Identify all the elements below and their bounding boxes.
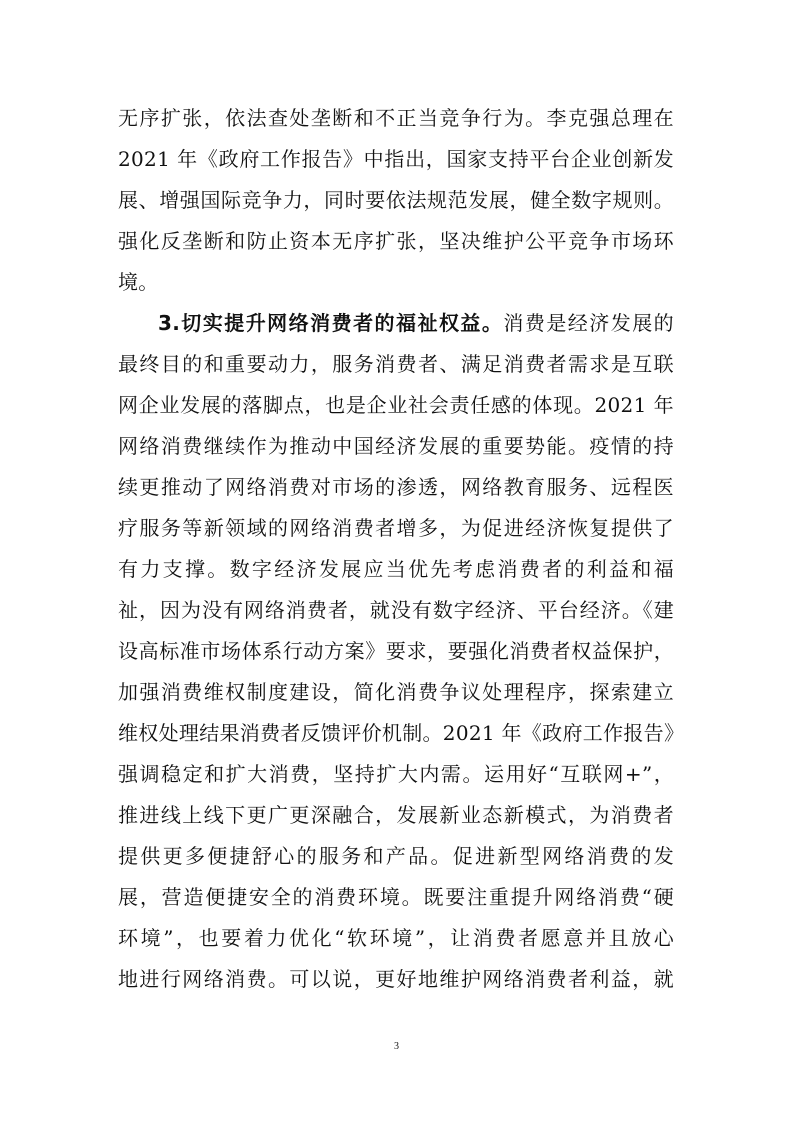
text-line: 续更推动了网络消费对市场的渗透，网络教育服务、远程医 — [118, 475, 674, 499]
page-number: 3 — [394, 1041, 399, 1052]
text-line: 强调稳定和扩大消费，坚持扩大内需。运用好“互联网+”， — [118, 762, 674, 786]
text-line: 疗服务等新领域的网络消费者增多，为促进经济恢复提供了 — [118, 516, 674, 540]
text-line-first — [118, 303, 674, 344]
text-span: 消费是经济发展的 — [503, 311, 674, 335]
text-line: 维权处理结果消费者反馈评价机制。2021 年《政府工作报告》 — [118, 721, 685, 745]
text-line: 提供更多便捷舒心的服务和产品。促进新型网络消费的发 — [118, 844, 674, 868]
text-line: 设高标准市场体系行动方案》要求，要强化消费者权益保护， — [118, 639, 674, 663]
text-line: 展、增强国际竞争力，同时要依法规范发展，健全数字规则。 — [118, 188, 674, 212]
text-line: 境。 — [118, 270, 159, 294]
text-line: 有力支撑。数字经济发展应当优先考虑消费者的利益和福 — [118, 557, 674, 581]
section-heading: 3.切实提升网络消费者的福祉权益。 — [158, 311, 504, 335]
text-line: 无序扩张，依法查处垄断和不正当竞争行为。李克强总理在 — [118, 106, 674, 130]
text-line: 推进线上线下更广更深融合，发展新业态新模式，为消费者 — [118, 803, 674, 827]
text-line: 祉，因为没有网络消费者，就没有数字经济、平台经济。《建 — [118, 598, 674, 622]
text-line: 网络消费继续作为推动中国经济发展的重要势能。疫情的持 — [118, 434, 674, 458]
text-line: 展，营造便捷安全的消费环境。既要注重提升网络消费“硬 — [118, 885, 674, 909]
text-line: 环境”，也要着力优化“软环境”，让消费者愿意并且放心 — [118, 926, 674, 950]
text-line: 地进行网络消费。可以说，更好地维护网络消费者利益，就 — [118, 967, 674, 991]
text-line: 强化反垄断和防止资本无序扩张，坚决维护公平竞争市场环 — [118, 229, 674, 253]
text-line: 加强消费维权制度建设，简化消费争议处理程序，探索建立 — [118, 680, 674, 704]
text-line: 网企业发展的落脚点，也是企业社会责任感的体现。2021 年 — [118, 393, 674, 417]
paragraph-1 — [118, 98, 674, 303]
text-line: 2021 年《政府工作报告》中指出，国家支持平台企业创新发 — [118, 147, 674, 171]
paragraph-2 — [118, 303, 685, 1000]
text-line: 最终目的和重要动力，服务消费者、满足消费者需求是互联 — [118, 352, 674, 376]
body-text — [118, 98, 685, 1000]
